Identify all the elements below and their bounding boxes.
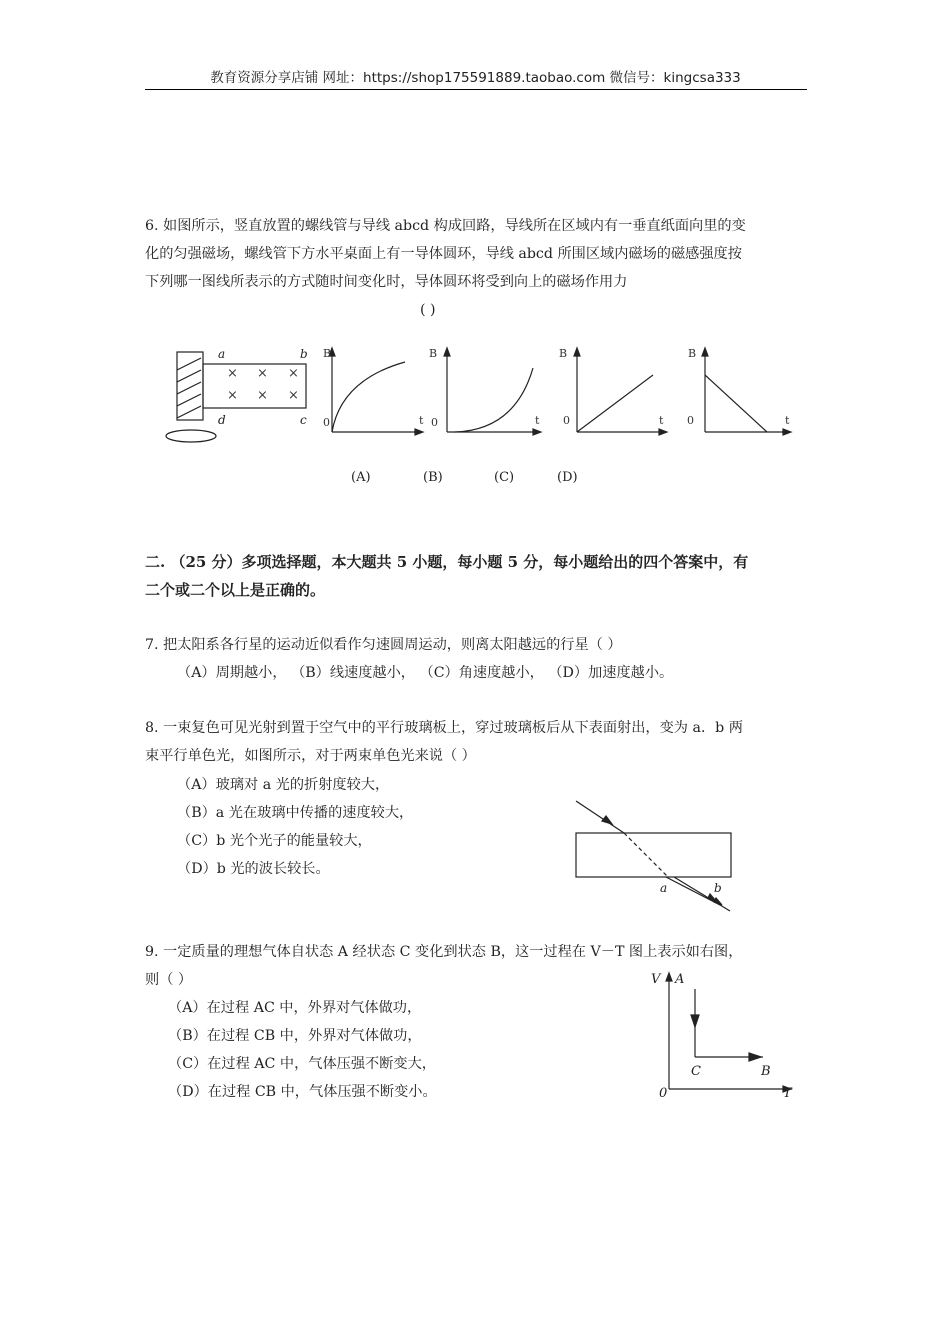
corner-label-d: d	[218, 413, 226, 427]
field-symbol: ×	[288, 388, 299, 403]
graph-a-axis-t: t	[419, 414, 424, 427]
ray-label-a: a	[660, 881, 668, 895]
q8-line-2: 束平行单色光，如图所示，对于两束单色光来说（ ）	[145, 748, 476, 764]
graph-c-axis-t: t	[659, 414, 664, 427]
q9-vt-diagram	[645, 965, 805, 1105]
page-header: 教育资源分享店铺 网址：https://shop175591889.taobao.com 微信号：kingcsa333	[210, 70, 741, 86]
graph-a-origin: 0	[323, 416, 330, 429]
state-label-b: B	[761, 1064, 771, 1079]
graph-label-d: (D)	[557, 470, 578, 485]
graph-c-axis-b: B	[559, 347, 568, 360]
header-divider	[145, 89, 807, 90]
graph-d	[702, 348, 791, 435]
graph-label-a: (A)	[351, 470, 371, 485]
origin-label: 0	[659, 1086, 668, 1101]
ray-label-b: b	[714, 881, 722, 895]
q7-options: （A）周期越小， （B）线速度越小， （C）角速度越小， （D）加速度越小。	[177, 665, 674, 681]
q8-option-d: （D）b 光的波长较长。	[177, 861, 330, 877]
graph-d-origin: 0	[687, 414, 694, 427]
graph-c	[574, 348, 667, 435]
q8-option-c: （C）b 光个光子的能量较大，	[177, 833, 372, 849]
graph-b-origin: 0	[431, 416, 438, 429]
q9-option-d: （D）在过程 CB 中，气体压强不断变小。	[168, 1084, 437, 1100]
graph-d-axis-t: t	[785, 414, 790, 427]
section-2-heading-cont: 二个或二个以上是正确的。	[145, 581, 326, 599]
q8-line-1: 8. 一束复色可见光射到置于空气中的平行玻璃板上，穿过玻璃板后从下表面射出，变为 a．b 两	[145, 720, 743, 736]
section-2-heading: 二. （25 分）多项选择题，本大题共 5 小题，每小题 5 分，每小题给出的四个答案中，有	[145, 553, 749, 571]
graph-b-axis-b: B	[429, 347, 438, 360]
graph-a-axis-b: B	[323, 347, 332, 360]
field-symbol: ×	[257, 366, 268, 381]
q6-line-1: 6. 如图所示，竖直放置的螺线管与导线 abcd 构成回路，导线所在区域内有一垂直纸面向里的变	[145, 218, 746, 234]
axis-label-v: V	[651, 972, 661, 987]
q9-option-a: （A）在过程 AC 中，外界对气体做功，	[168, 1000, 422, 1016]
q6-figure	[155, 340, 805, 450]
q6-line-2: 化的匀强磁场，螺线管下方水平桌面上有一导体圆环，导线 abcd 所围区域内磁场的磁感强度按	[145, 246, 742, 262]
axis-label-t: T	[783, 1086, 792, 1101]
refracted-ray	[624, 833, 668, 877]
ray-a	[666, 877, 720, 905]
q8-glass-figure	[570, 795, 740, 915]
corner-label-c: c	[300, 413, 307, 427]
graph-d-axis-b: B	[688, 347, 697, 360]
q8-option-a: （A）玻璃对 a 光的折射度较大，	[177, 777, 390, 793]
field-symbol: ×	[288, 366, 299, 381]
q9-option-b: （B）在过程 CB 中，外界对气体做功，	[168, 1028, 422, 1044]
incident-ray	[576, 801, 624, 833]
q9-option-c: （C）在过程 AC 中，气体压强不断变大，	[168, 1056, 436, 1072]
corner-label-b: b	[300, 347, 308, 361]
corner-label-a: a	[218, 347, 226, 361]
glass-plate	[576, 833, 731, 877]
field-symbol: ×	[227, 366, 238, 381]
q8-option-b: （B）a 光在玻璃中传播的速度较大，	[177, 805, 414, 821]
graph-c-origin: 0	[563, 414, 570, 427]
graph-a	[329, 348, 423, 435]
q9-line-1: 9. 一定质量的理想气体自状态 A 经状态 C 变化到状态 B，这一过程在 V－T 图上表示如右图，	[145, 944, 743, 960]
state-label-c: C	[691, 1064, 701, 1079]
graph-b-axis-t: t	[535, 414, 540, 427]
graph-b	[444, 348, 541, 435]
state-label-a: A	[675, 972, 685, 987]
graph-label-b: (B)	[423, 470, 443, 485]
q9-line-2: 则（ ）	[145, 972, 193, 988]
q6-answer-bracket: ( )	[420, 302, 436, 318]
q7-stem: 7. 把太阳系各行星的运动近似看作匀速圆周运动，则离太阳越远的行星（ ）	[145, 637, 622, 653]
q6-line-3: 下列哪一图线所表示的方式随时间变化时，导体圆环将受到向上的磁场作用力	[145, 274, 628, 290]
graph-label-c: (C)	[494, 470, 515, 485]
field-symbol: ×	[227, 388, 238, 403]
field-symbol: ×	[257, 388, 268, 403]
